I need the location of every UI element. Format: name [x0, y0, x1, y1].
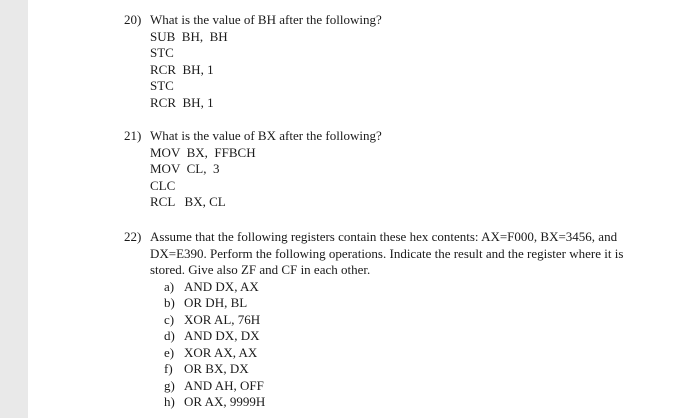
code-line: MOV CL, 3	[150, 161, 220, 176]
option-item	[164, 378, 654, 395]
option-text: OR BX, DX	[184, 361, 249, 376]
code-line: RCR BH, 1	[150, 61, 214, 77]
option-text: AND DX, AX	[184, 278, 259, 294]
question-21	[124, 128, 644, 211]
option-label: h)	[164, 394, 175, 409]
option-label: d)	[164, 328, 175, 343]
code-line: RCL BX, CL	[150, 194, 226, 209]
code-line: STC	[150, 78, 174, 93]
option-label: c)	[164, 311, 175, 327]
option-item	[164, 295, 654, 312]
code-line: MOV BX, FFBCH	[150, 144, 256, 160]
question-21-heading	[124, 128, 644, 145]
question-22-heading	[124, 229, 654, 279]
question-number: 21)	[124, 128, 142, 143]
option-text: AND DX, DX	[184, 328, 260, 343]
code-block	[124, 145, 644, 211]
question-20-heading	[124, 12, 644, 29]
code-line: STC	[150, 45, 174, 60]
question-number: 20)	[124, 12, 142, 27]
option-text: OR DH, BL	[184, 295, 248, 310]
code-line: SUB BH, BH	[150, 28, 228, 44]
question-text: What is the value of BX after the following?	[150, 128, 382, 143]
option-label: e)	[164, 344, 175, 360]
question-text: Assume that the following registers contain these hex contents: AX=F000, BX=3456, and DX=E390. Perform the following operations. Indicate the result and the register where it is stored. Give also ZF and CF in each other.	[150, 229, 624, 277]
option-item	[164, 312, 654, 329]
option-text: AND AH, OFF	[184, 377, 264, 393]
option-text: XOR AL, 76H	[184, 311, 261, 327]
question-22	[124, 229, 654, 411]
option-item	[164, 345, 654, 362]
option-item	[164, 328, 654, 345]
option-label: g)	[164, 377, 175, 393]
code-line: RCR BH, 1	[150, 94, 214, 110]
option-item	[164, 279, 654, 296]
option-text: XOR AX, AX	[184, 344, 258, 360]
question-text: What is the value of BH after the following?	[150, 12, 382, 27]
option-label: f)	[164, 361, 173, 376]
code-block	[124, 29, 644, 112]
option-label: b)	[164, 295, 175, 310]
option-item	[164, 394, 654, 411]
question-number: 22)	[124, 229, 142, 244]
code-line: CLC	[150, 177, 176, 193]
question-20	[124, 12, 644, 111]
document-page	[28, 0, 700, 418]
option-text: OR AX, 9999H	[184, 394, 266, 409]
option-label: a)	[164, 278, 175, 294]
option-list	[124, 279, 654, 411]
option-item	[164, 361, 654, 378]
